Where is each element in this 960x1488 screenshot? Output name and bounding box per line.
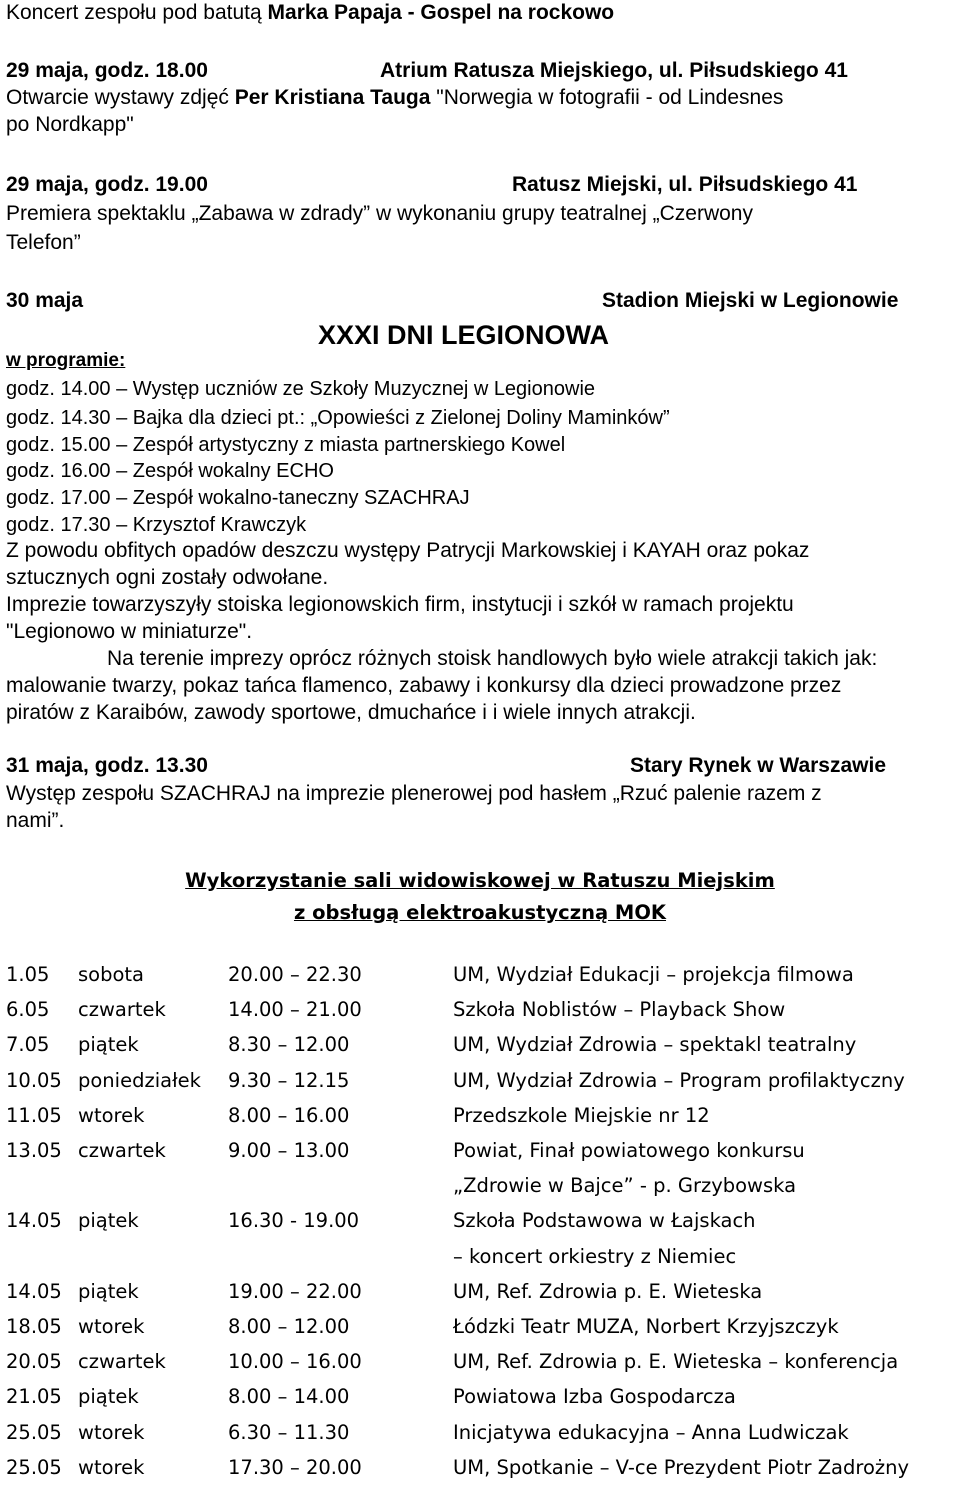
intro-bold: Marka Papaja - Gospel na rockowo	[267, 1, 615, 24]
row-date: 14.05	[6, 1209, 62, 1233]
ev4-date: 31 maja, godz. 13.30	[6, 754, 208, 777]
row-date: 14.05	[6, 1279, 62, 1303]
row-day: czwartek	[78, 1139, 166, 1162]
row-date: 25.05	[6, 1455, 62, 1479]
row-day: poniedziałek	[78, 1068, 201, 1092]
row-day: wtorek	[78, 1103, 145, 1127]
row-organizer: Szkoła Podstawowa w Łajskach	[453, 1209, 756, 1233]
row-time: 6.30 – 11.30	[228, 1420, 350, 1444]
row-organizer: UM, Ref. Zdrowia p. E. Wieteska – konferencja	[453, 1350, 899, 1374]
row-time: 14.00 – 21.00	[228, 998, 362, 1022]
ev2-place: Ratusz Miejski, ul. Piłsudskiego 41	[512, 173, 858, 196]
row-date: 10.05	[6, 1068, 62, 1092]
row-date: 20.05	[6, 1350, 62, 1374]
ev1-date: 29 maja, godz. 18.00	[6, 59, 208, 82]
hall-title-2: z obsługą elektroakustyczną MOK	[293, 901, 667, 924]
row-organizer: UM, Wydział Edukacji – projekcja filmowa	[453, 963, 854, 986]
row-organizer: Inicjatywa edukacyjna – Anna Ludwiczak	[453, 1420, 849, 1444]
note-line: Z powodu obfitych opadów deszczu występy Patrycji Markowskiej i KAYAH oraz pokaz	[6, 539, 810, 562]
ev2-desc1: Premiera spektaklu „Zabawa w zdrady” w wykonaniu grupy teatralnej „Czerwony	[6, 202, 753, 225]
row-day: piątek	[78, 1209, 139, 1233]
row-time: 8.00 – 12.00	[228, 1315, 350, 1338]
row-day: czwartek	[78, 1350, 166, 1374]
program-item: godz. 17.30 – Krzysztof Krawczyk	[6, 514, 307, 536]
row-organizer: UM, Wydział Zdrowia – spektakl teatralny	[453, 1033, 857, 1057]
row-date: 7.05	[6, 1033, 50, 1057]
program-item: godz. 15.00 – Zespół artystyczny z miasta partnerskiego Kowel	[6, 434, 566, 456]
ev4-desc1: Występ zespołu SZACHRAJ na imprezie plenerowej pod hasłem „Rzuć palenie razem z	[6, 782, 822, 805]
row-organizer: UM, Wydział Zdrowia – Program profilaktyczny	[453, 1068, 905, 1092]
intro-line	[6, 0, 614, 26]
row-time: 17.30 – 20.00	[228, 1455, 362, 1479]
row-time: 9.30 – 12.15	[228, 1068, 350, 1092]
row-time: 8.30 – 12.00	[228, 1033, 350, 1057]
ev1-place: Atrium Ratusza Miejskiego, ul. Piłsudskiego 41	[380, 59, 848, 82]
note-line: "Legionowo w miniaturze".	[6, 620, 253, 643]
row-time: 8.00 – 16.00	[228, 1103, 350, 1127]
program-item: godz. 17.00 – Zespół wokalno-taneczny SZACHRAJ	[6, 487, 470, 509]
ev3-date: 30 maja	[6, 289, 84, 312]
ev1-desc2: po Nordkapp"	[6, 113, 134, 136]
ev3-program-label: w programie:	[6, 350, 126, 371]
program-item: godz. 16.00 – Zespół wokalny ECHO	[6, 460, 334, 482]
row-day: wtorek	[78, 1420, 145, 1444]
row-time: 19.00 – 22.00	[228, 1279, 362, 1303]
row-organizer: Powiat, Finał powiatowego konkursu	[453, 1139, 805, 1162]
row-date: 21.05	[6, 1385, 62, 1409]
program-item: godz. 14.30 – Bajka dla dzieci pt.: „Opowieści z Zielonej Doliny Maminków”	[6, 407, 670, 429]
ev4-place: Stary Rynek w Warszawie	[630, 754, 886, 777]
row-day: piątek	[78, 1033, 139, 1057]
row-organizer: UM, Spotkanie – V-ce Prezydent Piotr Zadrożny	[453, 1455, 910, 1479]
row-day: piątek	[78, 1279, 139, 1303]
row-date: 13.05	[6, 1139, 62, 1162]
row-day: wtorek	[78, 1455, 145, 1479]
row-organizer: UM, Ref. Zdrowia p. E. Wieteska	[453, 1279, 763, 1303]
ev1-desc: Otwarcie wystawy zdjęć Per Kristiana Tauga "Norwegia w fotografii - od Lindesnes	[6, 86, 784, 109]
row-organizer: Łódzki Teatr MUZA, Norbert Krzyjszczyk	[453, 1315, 839, 1338]
row-day: czwartek	[78, 998, 166, 1022]
ev3-place: Stadion Miejski w Legionowie	[602, 289, 899, 312]
ev3-headline: XXXI DNI LEGIONOWA	[318, 320, 610, 350]
row-time: 20.00 – 22.30	[228, 963, 362, 986]
row-organizer: – koncert orkiestry z Niemiec	[453, 1244, 737, 1268]
row-organizer: Szkoła Noblistów – Playback Show	[453, 998, 786, 1022]
row-time: 16.30 - 19.00	[228, 1209, 360, 1233]
hall-title-1: Wykorzystanie sali widowiskowej w Ratuszu Miejskim	[185, 869, 775, 892]
intro-text: Koncert zespołu pod batutą	[6, 1, 268, 24]
row-date: 25.05	[6, 1420, 62, 1444]
row-date: 11.05	[6, 1103, 62, 1127]
row-organizer: Powiatowa Izba Gospodarcza	[453, 1385, 736, 1409]
row-day: sobota	[78, 963, 144, 986]
row-time: 8.00 – 14.00	[228, 1385, 350, 1409]
row-date: 6.05	[6, 998, 50, 1022]
row-time: 10.00 – 16.00	[228, 1350, 362, 1374]
ev4-desc2: nami”.	[6, 809, 65, 832]
ev2-desc2: Telefon”	[6, 231, 81, 254]
program-item: godz. 14.00 – Występ uczniów ze Szkoły Muzycznej w Legionowie	[6, 378, 596, 400]
note-line: piratów z Karaibów, zawody sportowe, dmuchańce i i wiele innych atrakcji.	[6, 701, 696, 724]
row-date: 18.05	[6, 1315, 62, 1338]
note-line: Na terenie imprezy oprócz różnych stoisk handlowych było wiele atrakcji takich jak:	[107, 647, 878, 670]
note-line: sztucznych ogni zostały odwołane.	[6, 566, 329, 589]
row-organizer: „Zdrowie w Bajce” - p. Grzybowska	[453, 1174, 797, 1198]
row-time: 9.00 – 13.00	[228, 1139, 350, 1162]
ev2-date: 29 maja, godz. 19.00	[6, 173, 208, 196]
note-line: malowanie twarzy, pokaz tańca flamenco, zabawy i konkursy dla dzieci prowadzone przez	[6, 674, 842, 697]
row-organizer: Przedszkole Miejskie nr 12	[453, 1103, 710, 1127]
row-day: piątek	[78, 1385, 139, 1409]
note-line: Imprezie towarzyszyły stoiska legionowskich firm, instytucji i szkół w ramach projektu	[6, 593, 794, 616]
row-date: 1.05	[6, 963, 50, 986]
row-day: wtorek	[78, 1315, 145, 1338]
